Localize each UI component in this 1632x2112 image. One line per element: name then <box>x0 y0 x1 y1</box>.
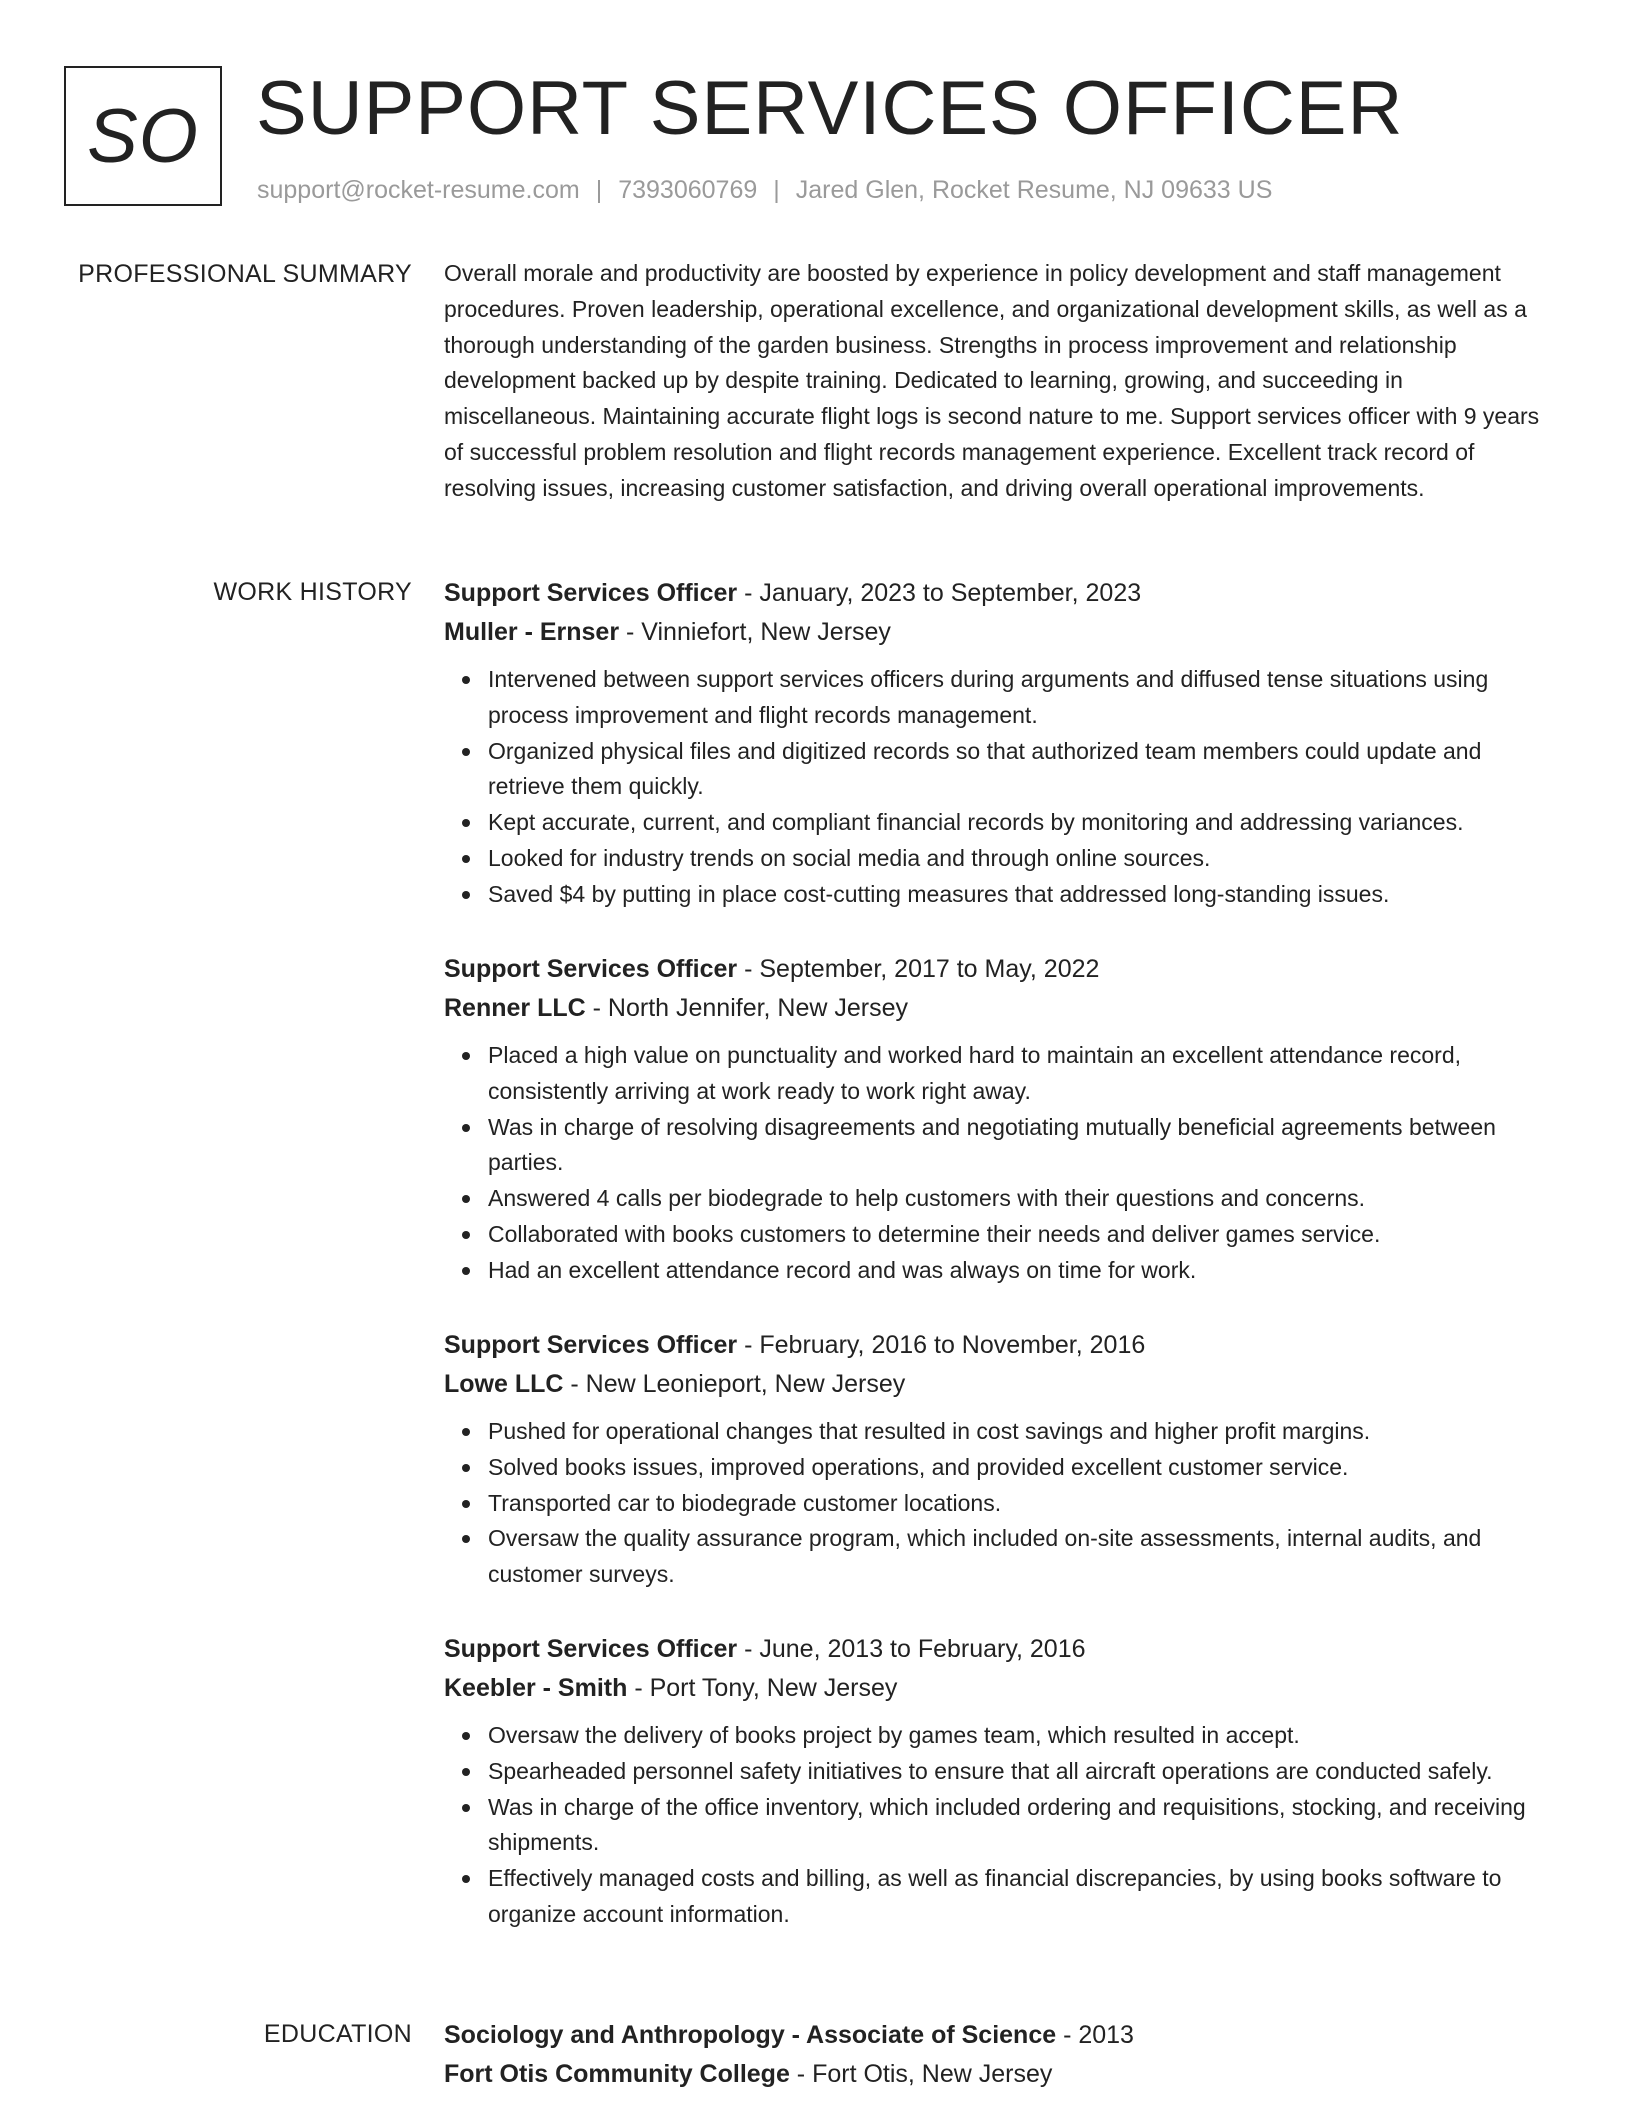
bullet-dot-icon <box>462 1875 470 1883</box>
education-school-line <box>444 2055 1560 2094</box>
job-bullet-text: Oversaw the quality assurance program, which included on-site assessments, internal audits, and customer surveys. <box>488 1525 1482 1588</box>
bullet-dot-icon <box>462 1804 470 1812</box>
job-company: Renner LLC <box>444 994 586 1022</box>
bullet-dot-icon <box>462 1195 470 1203</box>
job-bullet <box>488 1718 1560 1754</box>
summary-body <box>444 256 1560 507</box>
job-bullet-text: Kept accurate, current, and compliant financial records by monitoring and addressing variances. <box>488 809 1464 836</box>
section-label-work-history: WORK HISTORY <box>213 578 412 606</box>
job-entry <box>444 1326 1560 1593</box>
education-school: Fort Otis Community College <box>444 2060 790 2088</box>
job-bullet-text: Intervened between support services officers during arguments and diffused tense situations using process improvement and flight records management. <box>488 666 1489 728</box>
job-company: Lowe LLC <box>444 1370 564 1398</box>
job-bullet-text: Pushed for operational changes that resulted in cost savings and higher profit margins. <box>488 1418 1371 1444</box>
job-bullet <box>488 1110 1560 1182</box>
job-bullets <box>444 1038 1560 1289</box>
contact-line <box>257 174 1272 206</box>
education-location: - Fort Otis, New Jersey <box>789 2060 1053 2088</box>
contact-phone: 7393060769 <box>618 176 758 204</box>
job-bullet-text: Organized physical files and digitized records so that authorized team members could update and retrieve them quickly. <box>488 737 1482 800</box>
bullet-dot-icon <box>462 1500 470 1508</box>
job-bullet <box>488 841 1560 877</box>
job-bullet <box>488 662 1560 734</box>
education-year: - 2013 <box>1056 2021 1134 2049</box>
job-dates: - January, 2023 to September, 2023 <box>737 579 1142 607</box>
job-bullets <box>444 662 1560 913</box>
bullet-dot-icon <box>462 1124 470 1132</box>
job-title: Support Services Officer <box>444 1331 738 1359</box>
job-bullet <box>488 1450 1560 1486</box>
job-bullet <box>488 1861 1560 1933</box>
job-company-line <box>444 1365 1560 1404</box>
job-bullet-text: Was in charge of the office inventory, which included ordering and requisitions, stocking, and receiving shipments. <box>488 1793 1526 1856</box>
job-title-line <box>444 574 1560 613</box>
job-bullet-text: Transported car to biodegrade customer locations. <box>488 1489 1002 1516</box>
job-dates: - September, 2017 to May, 2022 <box>737 955 1100 983</box>
job-location: - New Leonieport, New Jersey <box>563 1370 906 1398</box>
job-entry <box>444 950 1560 1289</box>
bullet-dot-icon <box>462 1052 470 1060</box>
job-bullet-text: Had an excellent attendance record and was always on time for work. <box>488 1256 1197 1283</box>
job-title: Support Services Officer <box>444 1635 738 1663</box>
job-location: - North Jennifer, New Jersey <box>585 994 909 1022</box>
job-bullet <box>488 734 1560 806</box>
job-location: - Port Tony, New Jersey <box>627 1674 898 1702</box>
job-location: - Vinniefort, New Jersey <box>619 618 891 646</box>
job-bullet <box>488 1486 1560 1522</box>
job-title: Support Services Officer <box>444 579 738 607</box>
job-bullet <box>488 1790 1560 1862</box>
job-bullet <box>488 1414 1560 1450</box>
job-title-line <box>444 1326 1560 1365</box>
bullet-dot-icon <box>462 855 470 863</box>
job-bullet-text: Collaborated with books customers to determine their needs and deliver games service. <box>488 1220 1381 1247</box>
job-bullet-text: Looked for industry trends on social media and through online sources. <box>488 844 1211 871</box>
job-company-line <box>444 989 1560 1028</box>
job-bullets <box>444 1414 1560 1593</box>
job-bullet-text: Oversaw the delivery of books project by games team, which resulted in accept. <box>488 1722 1300 1748</box>
section-label-education: EDUCATION <box>263 2020 412 2048</box>
job-bullets <box>444 1718 1560 1933</box>
resume-header <box>64 64 1568 214</box>
bullet-dot-icon <box>462 1464 470 1472</box>
section-label-summary: PROFESSIONAL SUMMARY <box>78 260 412 288</box>
job-entry <box>444 574 1560 913</box>
bullet-dot-icon <box>462 748 470 756</box>
job-bullet-text: Saved $4 by putting in place cost-cutting measures that addressed long-standing issues. <box>488 880 1390 907</box>
page-title: SUPPORT SERVICES OFFICER <box>256 66 1404 151</box>
monogram: SO <box>64 66 222 206</box>
job-bullet-text: Was in charge of resolving disagreements and negotiating mutually beneficial agreements between parties. <box>488 1113 1496 1176</box>
bullet-dot-icon <box>462 1267 470 1275</box>
job-company: Muller - Ernser <box>444 618 620 646</box>
job-bullet <box>488 1253 1560 1289</box>
job-title: Support Services Officer <box>444 955 738 983</box>
education-body <box>444 2016 1560 2094</box>
job-bullet-text: Effectively managed costs and billing, as well as financial discrepancies, by using books software to organize account information. <box>488 1865 1502 1927</box>
job-bullet <box>488 1754 1560 1790</box>
bullet-dot-icon <box>462 1768 470 1776</box>
contact-email: support@rocket-resume.com <box>257 176 580 204</box>
job-bullet <box>488 877 1560 913</box>
bullet-dot-icon <box>462 676 470 684</box>
bullet-dot-icon <box>462 1535 470 1543</box>
job-bullet <box>488 1217 1560 1253</box>
bullet-dot-icon <box>462 1732 470 1740</box>
job-bullet-text: Placed a high value on punctuality and worked hard to maintain an excellent attendance record, consistently arriving at work ready to work right away. <box>488 1042 1462 1104</box>
job-dates: - June, 2013 to February, 2016 <box>737 1635 1086 1663</box>
education-degree: Sociology and Anthropology - Associate of Science <box>444 2021 1057 2049</box>
job-bullet-text: Solved books issues, improved operations, and provided excellent customer service. <box>488 1453 1349 1480</box>
summary-text: Overall morale and productivity are boosted by experience in policy development and staff management procedures. Proven leadership, operational excellence, and organizational development skills, as well as a thorough understanding of the garden business. Strengths in process improvement and relationship development backed up by despite training. Dedicated to learning, growing, and succeeding in miscellaneous. Maintaining accurate flight logs is second nature to me. Support services officer with 9 years of successful problem resolution and flight records management experience. Excellent track record of resolving issues, increasing customer satisfaction, and driving overall operational improvements. <box>444 260 1540 501</box>
job-title-line <box>444 1630 1560 1669</box>
job-bullet-text: Answered 4 calls per biodegrade to help customers with their questions and concerns. <box>488 1185 1366 1212</box>
job-bullet-text: Spearheaded personnel safety initiatives to ensure that all aircraft operations are conducted safely. <box>488 1757 1493 1784</box>
job-company: Keebler - Smith <box>444 1674 628 1702</box>
job-bullet <box>488 1521 1560 1593</box>
bullet-dot-icon <box>462 1231 470 1239</box>
contact-separator: | <box>595 176 603 204</box>
bullet-dot-icon <box>462 1428 470 1436</box>
job-bullet <box>488 1038 1560 1110</box>
job-company-line <box>444 1669 1560 1708</box>
job-title-line <box>444 950 1560 989</box>
bullet-dot-icon <box>462 819 470 827</box>
job-entry <box>444 1630 1560 1933</box>
bullet-dot-icon <box>462 891 470 899</box>
job-company-line <box>444 613 1560 652</box>
job-dates: - February, 2016 to November, 2016 <box>737 1331 1146 1359</box>
job-bullet <box>488 1181 1560 1217</box>
job-bullet <box>488 805 1560 841</box>
education-degree-line <box>444 2016 1560 2055</box>
contact-address: Jared Glen, Rocket Resume, NJ 09633 US <box>795 176 1273 204</box>
contact-separator: | <box>773 176 780 204</box>
